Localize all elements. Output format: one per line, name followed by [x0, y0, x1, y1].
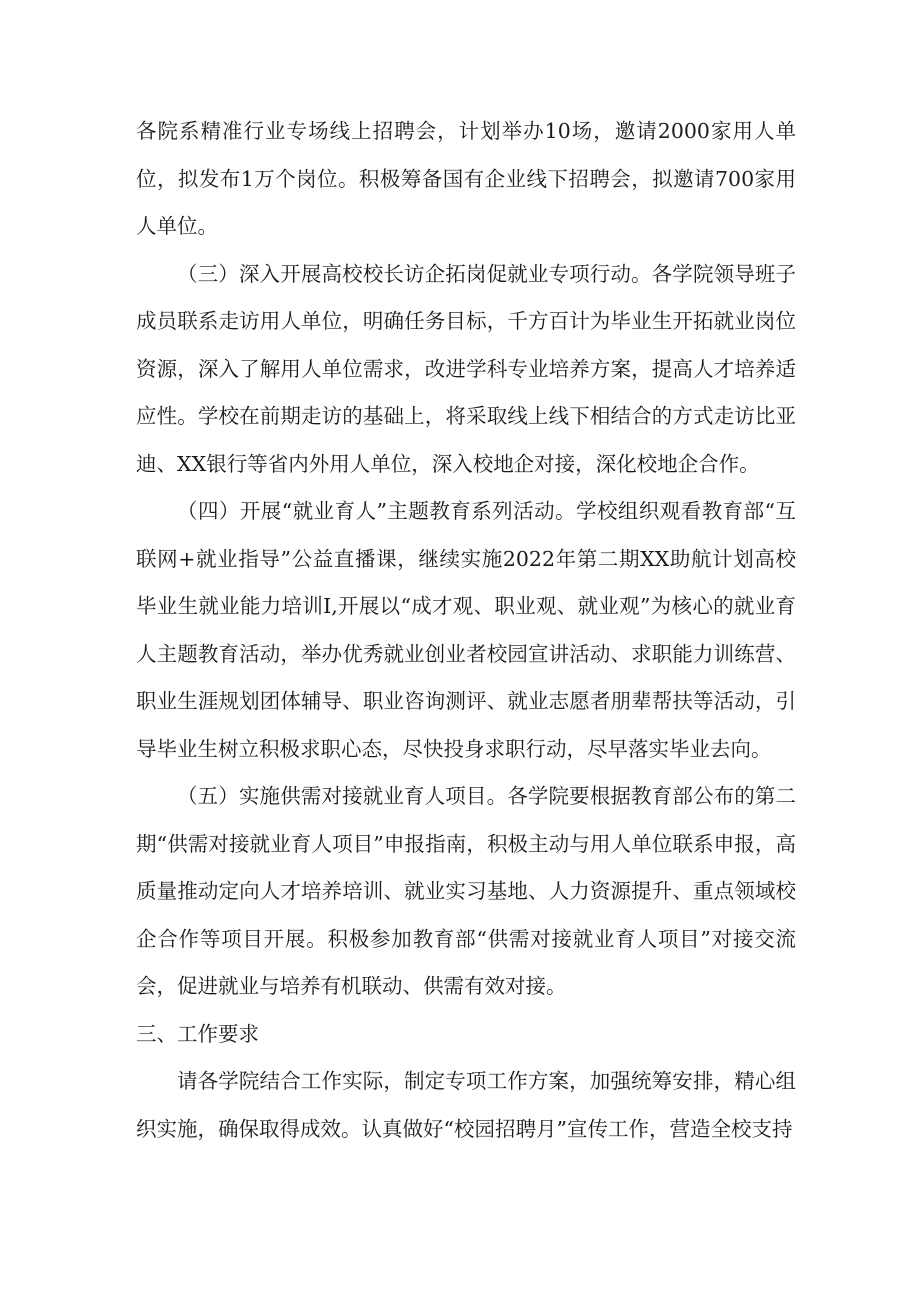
paragraph-section-4: （四）开展“就业育人”主题教育系列活动。学校组织观看教育部“互联网+就业指导”公益直播课，继续实施2022年第二期XX助航计划高校毕业生就业能力培训I,开展以“成才观、职业观、就业观”为核心的就业育人主题教育活动，举办优秀就业创业者校园宣讲活动、求职能力训练营、职业生涯规划团体辅导、职业咨询测评、就业志愿者朋辈帮扶等活动，引导毕业生树立积极求职心态，尽快投身求职行动，尽早落实毕业去向。 [136, 499, 796, 761]
paragraph-section-3: （三）深入开展高校校长访企拓岗促就业专项行动。各学院领导班子成员联系走访用人单位，明确任务目标，千方百计为毕业生开拓就业岗位资源，深入了解用人单位需求，改进学科专业培养方案，提高人才培养适应性。学校在前期走访的基础上，将采取线上线下相结合的方式走访比亚迪、XX银行等省内外用人单位，深入校地企对接，深化校地企合作。 [136, 261, 796, 476]
paragraph-section-5: （五）实施供需对接就业育人项目。各学院要根据教育部公布的第二期“供需对接就业育人项目”申报指南，积极主动与用人单位联系申报，高质量推动定向人才培养培训、就业实习基地、人力资源提升、重点领域校企合作等项目开展。积极参加教育部“供需对接就业育人项目”对接交流会，促进就业与培养有机联动、供需有效对接。 [136, 784, 796, 998]
paragraph-continuation: 各院系精准行业专场线上招聘会，计划举办10场，邀请2000家用人单位，拟发布1万个岗位。积极筹备国有企业线下招聘会，拟邀请700家用人单位。 [136, 119, 796, 238]
paragraph-work-requirements: 请各学院结合工作实际，制定专项工作方案，加强统筹安排，精心组织实施，确保取得成效。认真做好“校园招聘月”宣传工作，营造全校支持 [136, 1069, 796, 1141]
section-heading-work-requirements: 三、工作要求 [136, 1021, 259, 1046]
document-body [136, 108, 796, 1153]
